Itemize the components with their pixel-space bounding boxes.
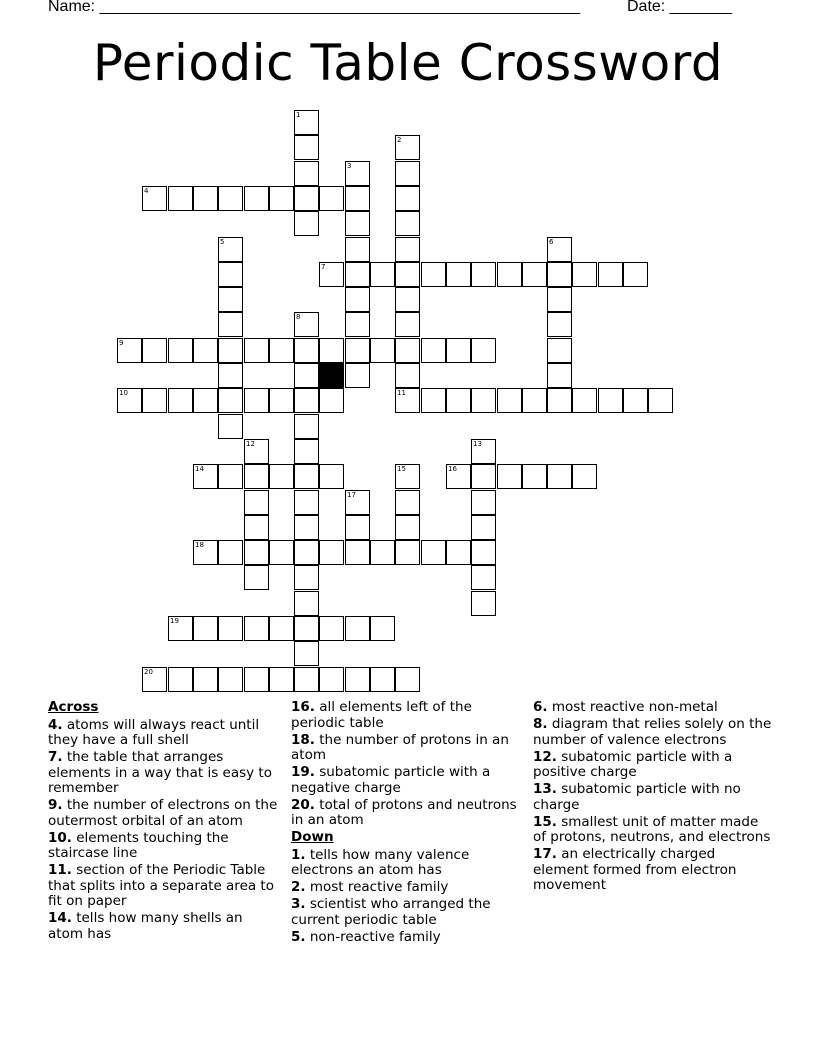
grid-cell[interactable] (395, 490, 420, 515)
grid-cell[interactable] (218, 540, 243, 565)
name-field-label[interactable]: Name: ______________________________________________________ (48, 0, 581, 15)
clue-number: 8 (296, 313, 301, 321)
grid-cell[interactable] (319, 667, 344, 692)
grid-cell[interactable] (421, 540, 446, 565)
clue-item (291, 930, 523, 946)
grid-cell[interactable] (345, 667, 370, 692)
grid-cell[interactable] (319, 388, 344, 413)
grid-cell[interactable] (471, 540, 496, 565)
clue-item (291, 765, 523, 796)
clue-item (291, 700, 523, 731)
grid-cell[interactable] (547, 363, 572, 388)
grid-cell[interactable] (345, 312, 370, 337)
grid-cell[interactable] (572, 388, 597, 413)
grid-cell[interactable] (345, 237, 370, 262)
clue-item-number: 20. (291, 796, 315, 813)
clue-item (48, 718, 280, 749)
clue-item-number: 8. (533, 716, 548, 732)
down-heading: Down (291, 829, 334, 845)
clue-item-text: tells how many valence electrons an atom has (291, 846, 470, 878)
clue-column-2 (291, 700, 523, 947)
grid-cell[interactable] (218, 338, 243, 363)
grid-cell[interactable] (446, 464, 471, 489)
clue-item-number: 9. (48, 797, 63, 813)
clue-item-number: 19. (291, 764, 315, 780)
grid-cell[interactable] (623, 262, 648, 287)
grid-cell[interactable] (294, 363, 319, 388)
grid-cell[interactable] (471, 338, 496, 363)
clue-item-text: section of the Periodic Table that splits into a separate area to fit on paper (48, 862, 274, 909)
clue-item-number: 17. (533, 846, 557, 862)
grid-cell[interactable] (395, 464, 420, 489)
clue-number: 4 (144, 187, 149, 195)
clue-item-number: 1. (291, 846, 306, 863)
grid-cell[interactable] (446, 540, 471, 565)
clue-item (533, 815, 773, 846)
clue-number: 10 (119, 389, 128, 397)
clue-number: 12 (246, 440, 255, 448)
grid-cell[interactable] (471, 565, 496, 590)
grid-cell[interactable] (193, 338, 218, 363)
grid-cell[interactable] (269, 186, 294, 211)
clue-item (48, 798, 280, 829)
clue-item-number: 5. (291, 928, 306, 945)
grid-cell[interactable] (345, 363, 370, 388)
clue-item-number: 13. (533, 781, 557, 797)
grid-cell[interactable] (218, 287, 243, 312)
grid-cell[interactable] (244, 388, 269, 413)
page-title: Periodic Table Crossword (92, 34, 724, 92)
clue-column-3 (533, 700, 773, 895)
clue-item-text: most reactive family (305, 879, 449, 895)
grid-cell[interactable] (395, 363, 420, 388)
grid-cell[interactable] (345, 287, 370, 312)
grid-cell[interactable] (294, 161, 319, 186)
grid-cell[interactable] (294, 414, 319, 439)
grid-cell[interactable] (142, 186, 167, 211)
grid-cell[interactable] (395, 237, 420, 262)
clue-number: 17 (347, 491, 356, 499)
grid-cell[interactable] (294, 439, 319, 464)
clue-item (48, 863, 280, 910)
grid-cell[interactable] (370, 540, 395, 565)
grid-cell[interactable] (319, 186, 344, 211)
clue-item (48, 831, 280, 862)
grid-cell[interactable] (395, 135, 420, 160)
grid-cell[interactable] (269, 388, 294, 413)
grid-cell[interactable] (471, 262, 496, 287)
clue-number: 13 (473, 440, 482, 448)
grid-cell[interactable] (244, 616, 269, 641)
grid-cell[interactable] (319, 616, 344, 641)
grid-cell[interactable] (294, 211, 319, 236)
grid-cell[interactable] (218, 388, 243, 413)
grid-cell[interactable] (446, 262, 471, 287)
grid-cell[interactable] (294, 135, 319, 160)
grid-cell[interactable] (395, 540, 420, 565)
grid-cell[interactable] (345, 262, 370, 287)
grid-cell[interactable] (572, 262, 597, 287)
grid-cell[interactable] (395, 186, 420, 211)
grid-cell[interactable] (142, 338, 167, 363)
clue-number: 14 (195, 465, 204, 473)
grid-cell[interactable] (547, 262, 572, 287)
grid-cell[interactable] (547, 287, 572, 312)
grid-cell[interactable] (294, 667, 319, 692)
clue-item-number: 2. (291, 879, 306, 895)
clue-item-number: 10. (48, 829, 72, 846)
clue-item (48, 750, 280, 797)
clue-number: 5 (220, 238, 225, 246)
grid-cell[interactable] (244, 464, 269, 489)
grid-cell[interactable] (294, 540, 319, 565)
grid-cell[interactable] (421, 338, 446, 363)
clue-item (291, 798, 523, 829)
clue-column-1 (48, 700, 280, 944)
grid-cell[interactable] (522, 464, 547, 489)
blocked-cell (319, 363, 344, 388)
grid-cell[interactable] (319, 464, 344, 489)
clue-number: 6 (549, 238, 554, 246)
grid-cell[interactable] (497, 262, 522, 287)
clue-number: 2 (397, 136, 402, 144)
clue-item-text: atoms will always react until they have a full shell (48, 716, 260, 748)
grid-cell[interactable] (294, 464, 319, 489)
grid-cell[interactable] (446, 388, 471, 413)
grid-cell[interactable] (395, 161, 420, 186)
grid-cell[interactable] (244, 565, 269, 590)
grid-cell[interactable] (497, 464, 522, 489)
clue-item-number: 6. (533, 699, 548, 715)
grid-cell[interactable] (319, 338, 344, 363)
clue-item-number: 16. (291, 699, 315, 715)
grid-cell[interactable] (319, 540, 344, 565)
clue-item-text: subatomic particle with a negative charge (291, 764, 491, 796)
clue-number: 19 (170, 617, 179, 625)
grid-cell[interactable] (294, 565, 319, 590)
grid-cell[interactable] (421, 262, 446, 287)
grid-cell[interactable] (395, 667, 420, 692)
grid-cell[interactable] (244, 667, 269, 692)
grid-cell[interactable] (370, 338, 395, 363)
grid-cell[interactable] (218, 186, 243, 211)
grid-cell[interactable] (370, 616, 395, 641)
clue-number: 11 (397, 389, 406, 397)
grid-cell[interactable] (168, 338, 193, 363)
grid-cell[interactable] (193, 388, 218, 413)
clue-item-text: an electrically charged element formed from electron movement (533, 846, 737, 893)
clue-item-number: 14. (48, 910, 72, 926)
grid-cell[interactable] (168, 186, 193, 211)
grid-cell[interactable] (395, 338, 420, 363)
grid-cell[interactable] (345, 490, 370, 515)
grid-cell[interactable] (244, 540, 269, 565)
clue-item-text: tells how many shells an atom has (48, 910, 243, 942)
clue-item-number: 18. (291, 731, 315, 748)
grid-cell[interactable] (547, 464, 572, 489)
grid-cell[interactable] (421, 388, 446, 413)
clue-number: 16 (448, 465, 457, 473)
clue-item-text: non-reactive family (305, 928, 441, 945)
date-field-label[interactable]: Date: _______ (627, 0, 732, 15)
grid-cell[interactable] (218, 464, 243, 489)
clue-item-number: 7. (48, 749, 63, 765)
grid-cell[interactable] (648, 388, 673, 413)
clue-item-text: smallest unit of matter made of protons, neutrons, and electrons (533, 813, 771, 845)
clue-item-number: 15. (533, 813, 557, 830)
grid-cell[interactable] (244, 186, 269, 211)
clue-item-text: the number of electrons on the outermost orbital of an atom (48, 797, 278, 829)
grid-cell[interactable] (168, 616, 193, 641)
grid-cell[interactable] (547, 338, 572, 363)
grid-cell[interactable] (598, 262, 623, 287)
grid-cell[interactable] (497, 388, 522, 413)
grid-cell[interactable] (168, 667, 193, 692)
grid-cell[interactable] (395, 388, 420, 413)
grid-cell[interactable] (269, 616, 294, 641)
clue-item-text: most reactive non-metal (547, 699, 718, 715)
grid-cell[interactable] (294, 186, 319, 211)
grid-cell[interactable] (244, 338, 269, 363)
grid-cell[interactable] (370, 262, 395, 287)
grid-cell[interactable] (319, 262, 344, 287)
clue-item-number: 11. (48, 862, 72, 878)
grid-cell[interactable] (294, 388, 319, 413)
grid-cell[interactable] (142, 667, 167, 692)
grid-cell[interactable] (294, 591, 319, 616)
grid-cell[interactable] (294, 616, 319, 641)
clue-number: 7 (321, 263, 326, 271)
grid-cell[interactable] (345, 161, 370, 186)
clue-number: 15 (397, 465, 406, 473)
grid-cell[interactable] (598, 388, 623, 413)
clue-item-text: the table that arranges elements in a way that is easy to remember (48, 749, 272, 796)
grid-cell[interactable] (218, 414, 243, 439)
grid-cell[interactable] (193, 464, 218, 489)
grid-cell[interactable] (572, 464, 597, 489)
grid-cell[interactable] (218, 363, 243, 388)
clue-number: 18 (195, 541, 204, 549)
grid-cell[interactable] (294, 312, 319, 337)
grid-cell[interactable] (345, 616, 370, 641)
grid-cell[interactable] (294, 490, 319, 515)
grid-cell[interactable] (471, 591, 496, 616)
grid-cell[interactable] (244, 439, 269, 464)
clue-item (533, 847, 773, 894)
grid-cell[interactable] (294, 110, 319, 135)
grid-cell[interactable] (547, 312, 572, 337)
clue-item (291, 848, 523, 879)
grid-cell[interactable] (117, 388, 142, 413)
clue-item-text: subatomic particle with no charge (533, 781, 741, 813)
clue-item-text: diagram that relies solely on the number of valence electrons (533, 716, 772, 748)
grid-cell[interactable] (269, 338, 294, 363)
grid-cell[interactable] (345, 186, 370, 211)
grid-cell[interactable] (218, 616, 243, 641)
grid-cell[interactable] (471, 515, 496, 540)
clue-item (48, 911, 280, 942)
grid-cell[interactable] (395, 312, 420, 337)
grid-cell[interactable] (142, 388, 167, 413)
grid-cell[interactable] (294, 515, 319, 540)
grid-cell[interactable] (370, 667, 395, 692)
clue-number: 9 (119, 339, 124, 347)
clue-item-number: 4. (48, 716, 63, 733)
across-heading: Across (48, 699, 99, 715)
grid-cell[interactable] (294, 641, 319, 666)
grid-cell[interactable] (522, 388, 547, 413)
clue-item-text: the number of protons in an atom (291, 731, 509, 763)
clue-item (533, 700, 773, 716)
grid-cell[interactable] (193, 616, 218, 641)
grid-cell[interactable] (218, 667, 243, 692)
down-clue-list-continued (533, 700, 773, 894)
clue-item-text: subatomic particle with a positive charge (533, 748, 733, 780)
grid-cell[interactable] (244, 515, 269, 540)
grid-cell[interactable] (345, 211, 370, 236)
grid-cell[interactable] (193, 186, 218, 211)
grid-cell[interactable] (547, 388, 572, 413)
grid-cell[interactable] (218, 262, 243, 287)
grid-cell[interactable] (193, 540, 218, 565)
grid-cell[interactable] (623, 388, 648, 413)
clue-item (533, 717, 773, 748)
grid-cell[interactable] (345, 515, 370, 540)
grid-cell[interactable] (269, 464, 294, 489)
grid-cell[interactable] (395, 287, 420, 312)
down-clue-list (291, 848, 523, 946)
clue-number: 1 (296, 111, 301, 119)
grid-cell[interactable] (218, 237, 243, 262)
clue-item-text: scientist who arranged the current periodic table (291, 896, 491, 928)
grid-cell[interactable] (395, 515, 420, 540)
clue-item (291, 880, 523, 896)
grid-cell[interactable] (168, 388, 193, 413)
clue-number: 3 (347, 162, 352, 170)
grid-cell[interactable] (522, 262, 547, 287)
grid-cell[interactable] (471, 439, 496, 464)
clue-item (533, 750, 773, 781)
across-clue-list (48, 718, 280, 943)
grid-cell[interactable] (395, 262, 420, 287)
grid-cell[interactable] (471, 388, 496, 413)
clue-item-text: all elements left of the periodic table (291, 699, 472, 731)
across-clue-list-continued (291, 700, 523, 829)
grid-cell[interactable] (218, 312, 243, 337)
grid-cell[interactable] (471, 464, 496, 489)
clue-number: 20 (144, 668, 153, 676)
grid-cell[interactable] (446, 338, 471, 363)
grid-cell[interactable] (345, 338, 370, 363)
grid-cell[interactable] (345, 540, 370, 565)
grid-cell[interactable] (269, 540, 294, 565)
grid-cell[interactable] (471, 490, 496, 515)
clue-item-text: total of protons and neutrons in an atom (291, 796, 517, 828)
grid-cell[interactable] (117, 338, 142, 363)
grid-cell[interactable] (244, 490, 269, 515)
grid-cell[interactable] (547, 237, 572, 262)
grid-cell[interactable] (395, 211, 420, 236)
grid-cell[interactable] (294, 338, 319, 363)
clue-item-number: 12. (533, 748, 557, 765)
grid-cell[interactable] (193, 667, 218, 692)
clue-item-text: elements touching the staircase line (48, 829, 229, 861)
clue-item (533, 782, 773, 813)
clue-item (291, 897, 523, 928)
clue-item-number: 3. (291, 896, 306, 912)
grid-cell[interactable] (269, 667, 294, 692)
clue-item (291, 733, 523, 764)
